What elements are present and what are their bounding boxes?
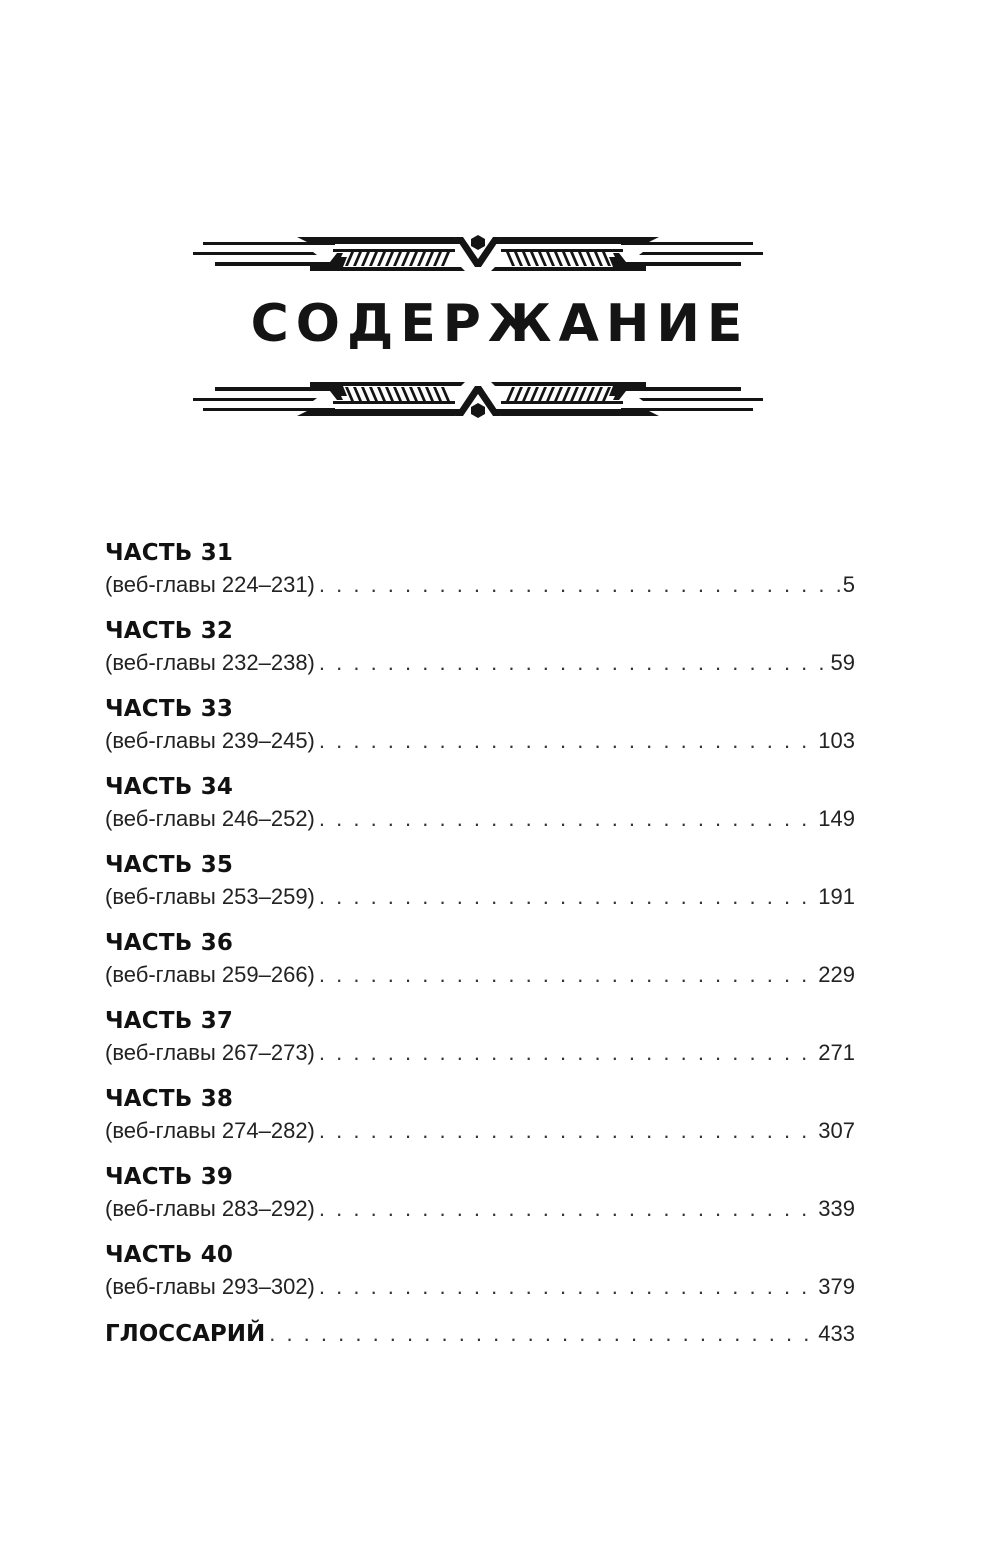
part-title: ЧАСТЬ 39	[105, 1164, 234, 1190]
toc-part-39[interactable]	[105, 1161, 855, 1225]
part-subtitle: (веб-главы 259–266)	[105, 962, 315, 987]
toc-part-36[interactable]	[105, 927, 855, 991]
page-number: 433	[818, 1321, 855, 1346]
part-title: ЧАСТЬ 37	[105, 1008, 234, 1034]
dot-leader	[315, 1115, 818, 1147]
page-number: 339	[818, 1196, 855, 1221]
dot-leader	[315, 959, 818, 991]
part-title: ЧАСТЬ 33	[105, 696, 234, 722]
toc-entry[interactable]	[105, 803, 855, 835]
part-title: ЧАСТЬ 32	[105, 618, 234, 644]
page-number: 379	[818, 1274, 855, 1299]
page-number: 307	[818, 1118, 855, 1143]
dot-leader	[265, 1317, 818, 1351]
table-of-contents	[105, 537, 855, 1351]
part-subtitle: (веб-главы 267–273)	[105, 1040, 315, 1065]
part-subtitle: (веб-главы 239–245)	[105, 728, 315, 753]
toc-entry[interactable]	[105, 647, 855, 679]
page-number: 191	[818, 884, 855, 909]
part-subtitle: (веб-главы 274–282)	[105, 1118, 315, 1143]
part-title: ЧАСТЬ 38	[105, 1086, 234, 1112]
toc-entry[interactable]	[105, 725, 855, 757]
dot-leader	[315, 1193, 818, 1225]
part-title: ЧАСТЬ 40	[105, 1242, 234, 1268]
page-number: 103	[818, 728, 855, 753]
toc-part-34[interactable]	[105, 771, 855, 835]
page-number: 5	[842, 572, 855, 597]
toc-entry[interactable]	[105, 569, 855, 601]
part-subtitle: (веб-главы 232–238)	[105, 650, 315, 675]
toc-entry[interactable]	[105, 959, 855, 991]
page-title: СОДЕРЖАНИЕ	[250, 294, 750, 354]
part-title: ЧАСТЬ 34	[105, 774, 234, 800]
toc-entry[interactable]	[105, 1271, 855, 1303]
part-title: ЧАСТЬ 36	[105, 930, 234, 956]
part-subtitle: (веб-главы 246–252)	[105, 806, 315, 831]
toc-part-32[interactable]	[105, 615, 855, 679]
ornament-bottom	[193, 378, 763, 420]
part-subtitle: (веб-главы 293–302)	[105, 1274, 315, 1299]
glossary-title: ГЛОССАРИЙ	[105, 1321, 266, 1347]
dot-leader	[315, 569, 843, 601]
toc-part-38[interactable]	[105, 1083, 855, 1147]
part-title: ЧАСТЬ 31	[105, 540, 234, 566]
page-number: 229	[818, 962, 855, 987]
dot-leader	[315, 803, 818, 835]
toc-entry[interactable]	[105, 1115, 855, 1147]
part-subtitle: (веб-главы 224–231)	[105, 572, 315, 597]
dot-leader	[315, 1271, 818, 1303]
toc-part-37[interactable]	[105, 1005, 855, 1069]
toc-part-35[interactable]	[105, 849, 855, 913]
dot-leader	[315, 881, 818, 913]
dot-leader	[315, 725, 818, 757]
toc-entry[interactable]	[105, 881, 855, 913]
page-number: 271	[818, 1040, 855, 1065]
dot-leader	[315, 647, 831, 679]
page-number: 59	[830, 650, 855, 675]
ornament-top	[193, 233, 763, 275]
dot-leader	[315, 1037, 818, 1069]
toc-part-40[interactable]	[105, 1239, 855, 1303]
toc-entry[interactable]	[105, 1037, 855, 1069]
part-subtitle: (веб-главы 283–292)	[105, 1196, 315, 1221]
page-number: 149	[818, 806, 855, 831]
toc-part-31[interactable]	[105, 537, 855, 601]
toc-glossary[interactable]	[105, 1317, 855, 1351]
toc-entry[interactable]	[105, 1193, 855, 1225]
part-subtitle: (веб-главы 253–259)	[105, 884, 315, 909]
part-title: ЧАСТЬ 35	[105, 852, 234, 878]
toc-part-33[interactable]	[105, 693, 855, 757]
